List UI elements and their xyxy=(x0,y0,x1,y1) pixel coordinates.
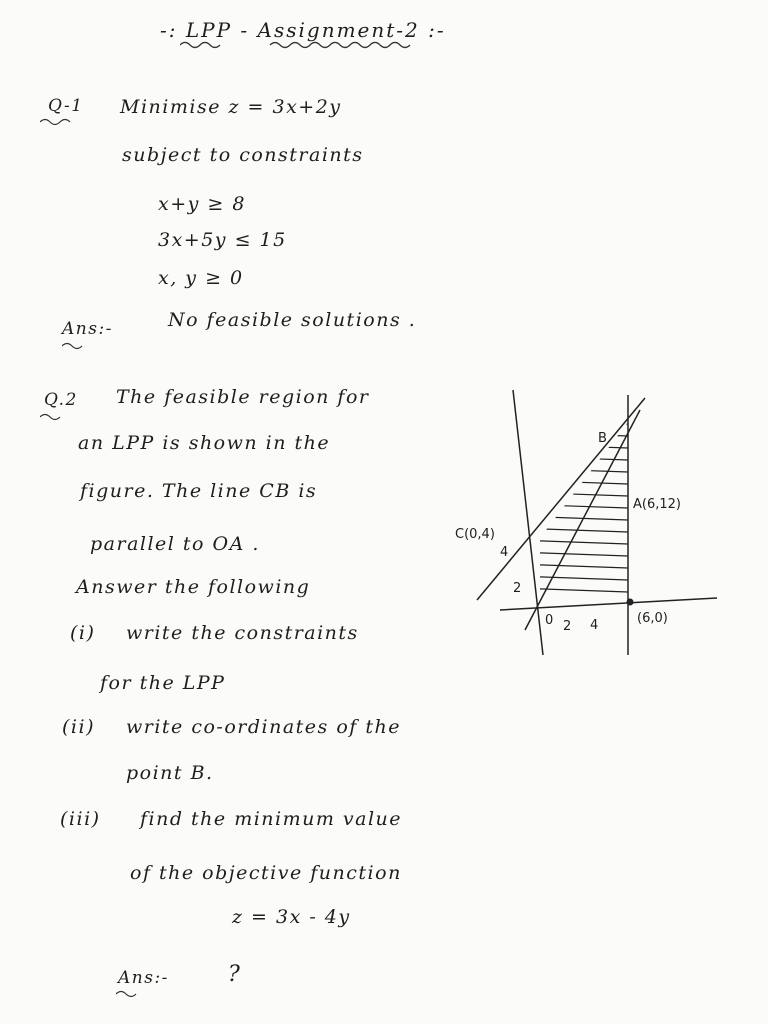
q1-label: Q-1 xyxy=(48,96,84,116)
q2-line-1: The feasible region for xyxy=(116,386,370,408)
title-underline xyxy=(180,40,420,50)
q1-objective: Minimise z = 3x+2y xyxy=(120,96,342,118)
q2-answer: ? xyxy=(228,962,242,987)
q2-line-2: an LPP is shown in the xyxy=(78,432,331,454)
label-y-4: 4 xyxy=(500,545,509,560)
q1-constraint-1: x+y ≥ 8 xyxy=(158,193,246,215)
q1-subject: subject to constraints xyxy=(122,144,364,166)
q1-answer-label: Ans:- xyxy=(62,319,113,339)
label-d: (6,0) xyxy=(637,611,668,626)
y-axis-line xyxy=(513,390,543,655)
label-a: A(6,12) xyxy=(633,497,681,512)
label-y-2: 2 xyxy=(513,581,522,596)
q1-answer-underline xyxy=(62,342,92,350)
q2-answer-label: Ans:- xyxy=(118,968,169,988)
q2-line-4: parallel to OA . xyxy=(90,533,260,555)
q2-prompt: Answer the following xyxy=(76,576,311,598)
q2-part-3-text: find the minimum value xyxy=(140,808,403,830)
label-origin: 0 xyxy=(545,613,554,628)
label-x-4: 4 xyxy=(590,618,599,633)
q2-part-2-cont: point B. xyxy=(126,762,214,784)
q2-label: Q.2 xyxy=(44,390,78,410)
feasible-region-figure xyxy=(455,380,730,660)
label-b: B xyxy=(598,431,607,446)
q2-part-1-num: (i) xyxy=(70,622,96,644)
page-title: -: LPP - Assignment-2 :- xyxy=(160,18,446,42)
q2-part-3-cont: of the objective function xyxy=(130,862,402,884)
q2-line-3: figure. The line CB is xyxy=(80,480,318,502)
q2-underline xyxy=(40,413,70,421)
label-x-2: 2 xyxy=(563,619,572,634)
q1-underline xyxy=(40,118,80,126)
q2-objective: z = 3x - 4y xyxy=(232,906,351,928)
q2-part-1-text: write the constraints xyxy=(126,622,359,644)
line-cb xyxy=(477,398,645,600)
q1-answer: No feasible solutions . xyxy=(168,309,417,331)
q2-part-2-num: (ii) xyxy=(62,716,95,738)
q2-part-2-text: write co-ordinates of the xyxy=(126,716,401,738)
q1-constraint-3: x, y ≥ 0 xyxy=(158,267,244,289)
x-axis-line xyxy=(500,598,717,610)
point-d-marker xyxy=(627,599,634,606)
q2-part-1-cont: for the LPP xyxy=(100,672,226,694)
q1-constraint-2: 3x+5y ≤ 15 xyxy=(158,229,287,251)
label-c: C(0,4) xyxy=(455,527,495,542)
q2-part-3-num: (iii) xyxy=(60,808,101,830)
q2-answer-underline xyxy=(116,990,146,998)
